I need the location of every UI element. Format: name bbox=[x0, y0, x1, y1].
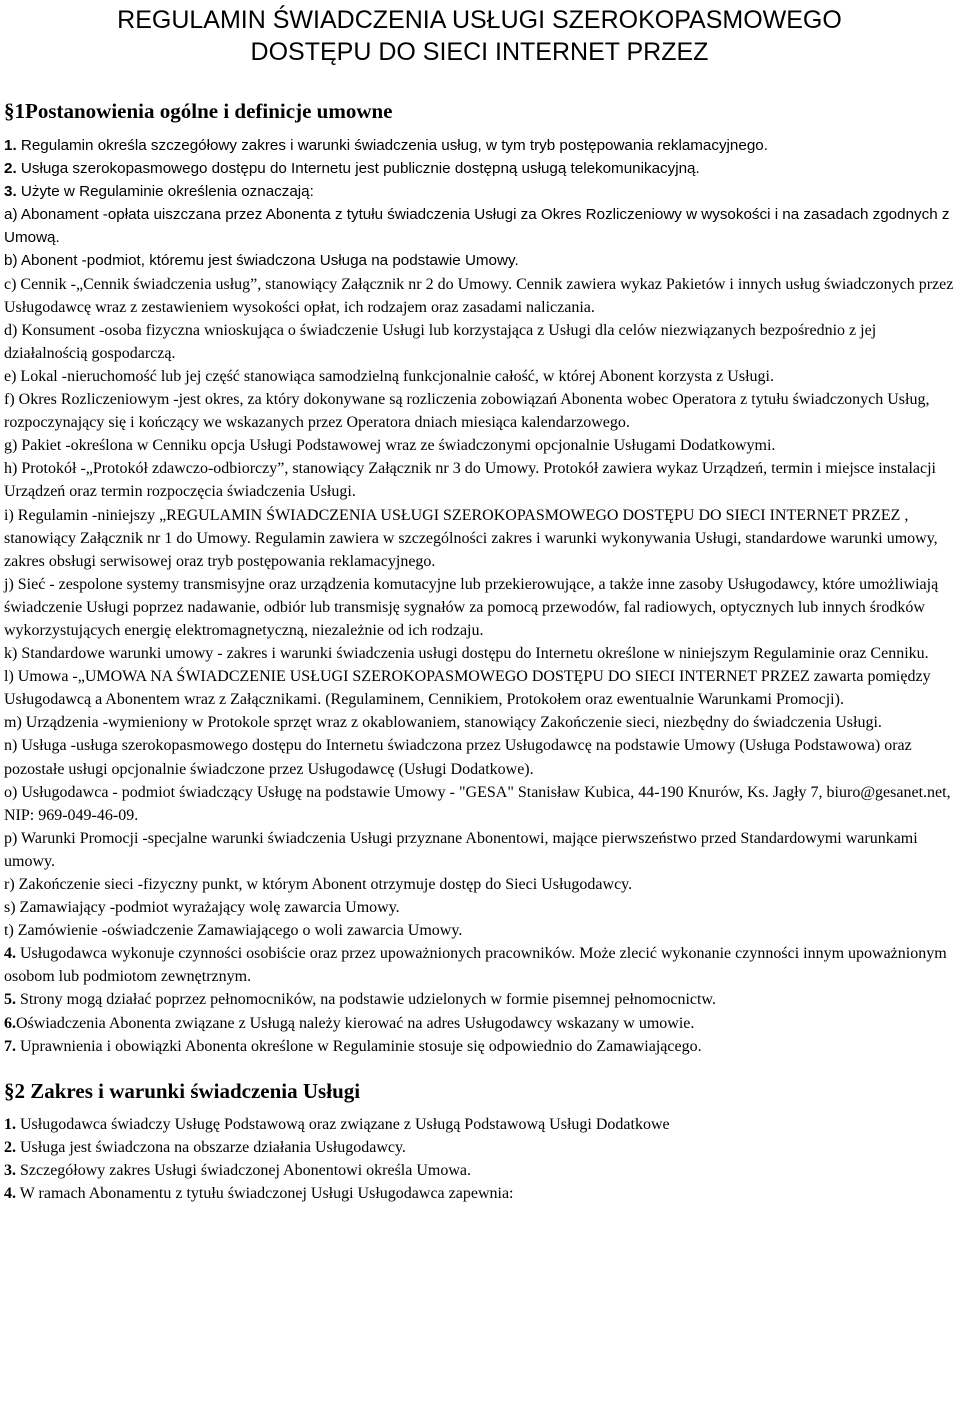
section-2-item bbox=[4, 1136, 955, 1159]
section-1-item bbox=[4, 1012, 955, 1035]
section-1-item bbox=[4, 1035, 955, 1058]
definition-item: o) Usługodawca - podmiot świadczący Usługę na podstawie Umowy - "GESA" Stanisław Kubica, 44-190 Knurów, Ks. Jagły 7, biuro@gesanet.net, NIP: 969-049-46-09. bbox=[4, 783, 951, 824]
item-number: 3. bbox=[4, 183, 17, 201]
item-number: 3. bbox=[4, 1161, 16, 1179]
definition-item: h) Protokół -„Protokół zdawczo-odbiorczy”, stanowiący Załącznik nr 3 do Umowy. Protokół zawiera wykaz Urządzeń, termin i miejsce instalacji Urządzeń oraz termin rozpoczęcia świadczenia Usługi. bbox=[4, 460, 936, 501]
item-text: Szczegółowy zakres Usługi świadczonej Abonentowi określa Umowa. bbox=[16, 1161, 471, 1179]
section-2-heading: §2 Zakres i warunki świadczenia Usługi bbox=[4, 1078, 361, 1103]
section-2-item bbox=[4, 1182, 955, 1205]
definition-item: l) Umowa -„UMOWA NA ŚWIADCZENIE USŁUGI SZEROKOPASMOWEGO DOSTĘPU DO SIECI INTERNET PRZEZ zawarta pomiędzy Usługodawcą a Abonentem wraz z Załącznikami. (Regulaminem, Cennikiem, Protokołem oraz ewentualnie Warunkami Promocji). bbox=[4, 668, 931, 709]
item-text: Użyte w Regulaminie określenia oznaczają: bbox=[16, 183, 314, 201]
definitions-list bbox=[4, 273, 955, 943]
item-number: 1. bbox=[4, 1115, 16, 1133]
definition-item: p) Warunki Promocji -specjalne warunki świadczenia Usługi przyznane Abonentowi, mające pierwszeństwo przed Standardowymi warunkami umowy. bbox=[4, 829, 918, 870]
item-number: 6. bbox=[4, 1014, 16, 1032]
definition-abonament: a) Abonament -opłata uiszczana przez Abonenta z tytułu świadczenia Usługi za Okres Rozliczeniowy w wysokości i na zasadach zgodnych z Umową. bbox=[4, 206, 950, 247]
definition-item: n) Usługa -usługa szerokopasmowego dostępu do Internetu świadczona przez Usługodawcę na podstawie Umowy (Usługa Podstawowa) oraz pozostałe usługi opcjonalnie świadczone przez Usługodawcę (Usługi Dodatkowe). bbox=[4, 737, 912, 778]
definition-item: j) Sieć - zespolone systemy transmisyjne oraz urządzenia komutacyjne lub przekierowujące, a także inne zasoby Usługodawcy, które umożliwiają świadczenie Usługi poprzez nadawanie, odbiór lub transmisję sygnałów za pomocą przewodów, fal radiowych, optycznych lub innych środków wykorzystujących energię elektromagnetyczną, niezależnie od ich rodzaju. bbox=[4, 575, 939, 639]
definition-item: s) Zamawiający -podmiot wyrażający wolę zawarcia Umowy. bbox=[4, 899, 400, 917]
item-number: 4. bbox=[4, 1185, 16, 1203]
item-text: Strony mogą działać poprzez pełnomocników, na podstawie udzielonych w formie pisemnej pełnomocnictw. bbox=[16, 991, 716, 1009]
title-line-2: DOSTĘPU DO SIECI INTERNET PRZEZ bbox=[250, 38, 709, 66]
item-number: 5. bbox=[4, 991, 16, 1009]
section-1-item bbox=[4, 134, 955, 157]
item-number: 4. bbox=[4, 945, 16, 963]
definition-item: r) Zakończenie sieci -fizyczny punkt, w którym Abonent otrzymuje dostęp do Sieci Usługodawcy. bbox=[4, 876, 633, 893]
definition-item: g) Pakiet -określona w Cenniku opcja Usługi Podstawowej wraz ze świadczonymi opcjonalnie Usługami Dodatkowymi. bbox=[4, 437, 776, 455]
definition-item: i) Regulamin -niniejszy „REGULAMIN ŚWIADCZENIA USŁUGI SZEROKOPASMOWEGO DOSTĘPU DO SIECI INTERNET PRZEZ , stanowiący Załącznik nr 1 do Umowy. Regulamin zawiera w szczególności zakres i warunki wykonywania Usługi, standardowe warunki umowy, zakres obsługi serwisowej oraz tryb postępowania reklamacyjnego. bbox=[4, 506, 938, 570]
section-1-item bbox=[4, 942, 955, 988]
definition-item: e) Lokal -nieruchomość lub jej część stanowiąca samodzielną funkcjonalnie całość, w której Abonent korzysta z Usługi. bbox=[4, 367, 774, 385]
item-text: W ramach Abonamentu z tytułu świadczonej Usługi Usługodawca zapewnia: bbox=[16, 1185, 514, 1203]
section-1-item bbox=[4, 988, 955, 1011]
definition-item: m) Urządzenia -wymieniony w Protokole sprzęt wraz z okablowaniem, stanowiący Zakończenie sieci, niezbędny do świadczenia Usługi. bbox=[4, 714, 882, 732]
item-text: Usługa szerokopasmowego dostępu do Internetu jest publicznie dostępną usługą telekomunikacyjną. bbox=[16, 160, 700, 178]
item-text: Usługodawca świadczy Usługę Podstawową oraz związane z Usługą Podstawową Usługi Dodatkowe bbox=[16, 1115, 670, 1133]
item-text: Usługodawca wykonuje czynności osobiście oraz przez upoważnionych pracowników. Może zlecić wykonanie czynności innym upoważnionym osobom lub podmiotom zewnętrznym. bbox=[4, 945, 947, 986]
definition-item: t) Zamówienie -oświadczenie Zamawiającego o woli zawarcia Umowy. bbox=[4, 922, 463, 940]
item-text: Regulamin określa szczegółowy zakres i warunki świadczenia usług, w tym tryb postępowania reklamacyjnego. bbox=[16, 137, 768, 154]
document-title bbox=[4, 0, 955, 68]
item-text: Oświadczenia Abonenta związane z Usługą należy kierować na adres Usługodawcy wskazany w umowie. bbox=[16, 1014, 695, 1032]
item-number: 2. bbox=[4, 160, 17, 178]
item-number: 2. bbox=[4, 1138, 16, 1156]
section-1-heading: §1Postanowienia ogólne i definicje umowne bbox=[4, 99, 393, 123]
definition-item: f) Okres Rozliczeniowym -jest okres, za który dokonywane są rozliczenia zobowiązań Abonenta wobec Operatora z tytułu świadczonych Usług, rozpoczynający się i kończący we wskazanych przez Operatora dniach miesiąca kalendarzowego. bbox=[4, 391, 930, 432]
item-number: 7. bbox=[4, 1037, 16, 1055]
definition-item: d) Konsument -osoba fizyczna wnioskująca o świadczenie Usługi lub korzystająca z Usługi dla celów niezwiązanych bezpośrednio z jej działalnością gospodarczą. bbox=[4, 321, 877, 362]
item-text: Uprawnienia i obowiązki Abonenta określone w Regulaminie stosuje się odpowiednio do Zamawiającego. bbox=[16, 1037, 702, 1055]
section-2-item bbox=[4, 1159, 955, 1182]
definition-abonent: b) Abonent -podmiot, któremu jest świadczona Usługa na podstawie Umowy. bbox=[4, 252, 519, 270]
definition-item: c) Cennik -„Cennik świadczenia usług”, stanowiący Załącznik nr 2 do Umowy. Cennik zawiera wykaz Pakietów i innych usług świadczonych przez Usługodawcę wraz z zestawieniem wysokości opłat, ich rodzajem oraz zasadami naliczania. bbox=[4, 275, 954, 316]
definition-item: k) Standardowe warunki umowy - zakres i warunki świadczenia usługi dostępu do Internetu określone w niniejszym Regulaminie oraz Cenniku. bbox=[4, 645, 929, 663]
title-line-1: REGULAMIN ŚWIADCZENIA USŁUGI SZEROKOPASMOWEGO bbox=[117, 6, 842, 34]
section-1-item bbox=[4, 180, 955, 203]
item-number: 1. bbox=[4, 137, 17, 154]
item-text: Usługa jest świadczona na obszarze działania Usługodawcy. bbox=[16, 1138, 406, 1156]
section-2-item bbox=[4, 1113, 955, 1136]
section-1-item bbox=[4, 157, 955, 180]
